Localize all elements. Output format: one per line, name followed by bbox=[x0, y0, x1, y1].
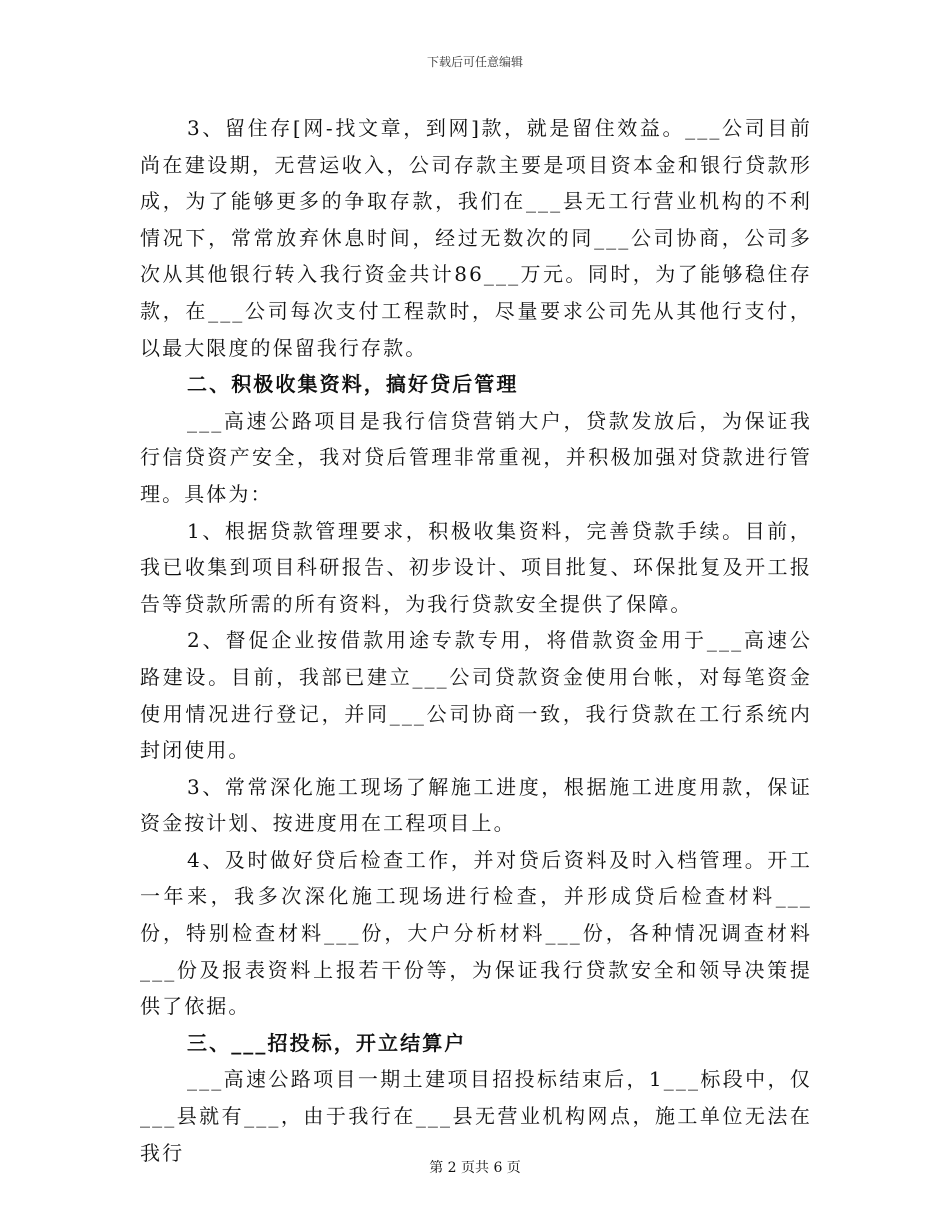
paragraph-deposit-retention: 3、留住存[网-找文章，到网]款，就是留住效益。___公司目前尚在建设期，无营运收入，公司存款主要是项目资本金和银行贷款形成，为了能够更多的争取存款，我们在___县无工行营业机构的不利情况下，常常放弃休息时间，经过无数次的同___公司协商，公司多次从其他银行转入我行资金共计86___万元。同时，为了能够稳住存款，在___公司每次支付工程款时，尽量要求公司先从其他行支付，以最大限度的保留我行存款。 bbox=[140, 116, 812, 360]
paragraph-item-2: 2、督促企业按借款用途专款专用，将借款资金用于___高速公路建设。目前，我部已建立___公司贷款资金使用台帐，对每笔资金使用情况进行登记，并同___公司协商一致，我行贷款在工行系统内封闭使用。 bbox=[140, 628, 812, 763]
section-heading-post-loan-management: 二、积极收集资料，搞好贷后管理 bbox=[187, 372, 519, 397]
paragraph-project-intro: ___高速公路项目是我行信贷营销大户，贷款发放后，为保证我行信贷资产安全，我对贷后管理非常重视，并积极加强对贷款进行管理。具体为： bbox=[140, 408, 812, 506]
page-header: 下载后可任意编辑 bbox=[426, 55, 523, 69]
paragraph-tendering: ___高速公路项目一期土建项目招投标结束后，1___标段中，仅___县就有___，由于我行在___县无营业机构网点，施工单位无法在我行 bbox=[140, 1067, 812, 1165]
section-heading-tendering: 三、___招投标，开立结算户 bbox=[187, 1030, 467, 1055]
page-number-footer: 第 2 页共 6 页 bbox=[429, 1160, 521, 1176]
paragraph-item-3: 3、常常深化施工现场了解施工进度，根据施工进度用款，保证资金按计划、按进度用在工程项目上。 bbox=[140, 774, 812, 836]
document-body bbox=[140, 110, 812, 1171]
paragraph-item-1: 1、根据贷款管理要求，积极收集资料，完善贷款手续。目前，我已收集到项目科研报告、初步设计、项目批复、环保批复及开工报告等贷款所需的所有资料，为我行贷款安全提供了保障。 bbox=[140, 518, 812, 616]
paragraph-item-4: 4、及时做好贷后检查工作，并对贷后资料及时入档管理。开工一年来，我多次深化施工现场进行检查，并形成贷后检查材料___份，特别检查材料___份，大户分析材料___份，各种情况调查材料___份及报表资料上报若干份等，为保证我行贷款安全和领导决策提供了依据。 bbox=[140, 847, 812, 1019]
